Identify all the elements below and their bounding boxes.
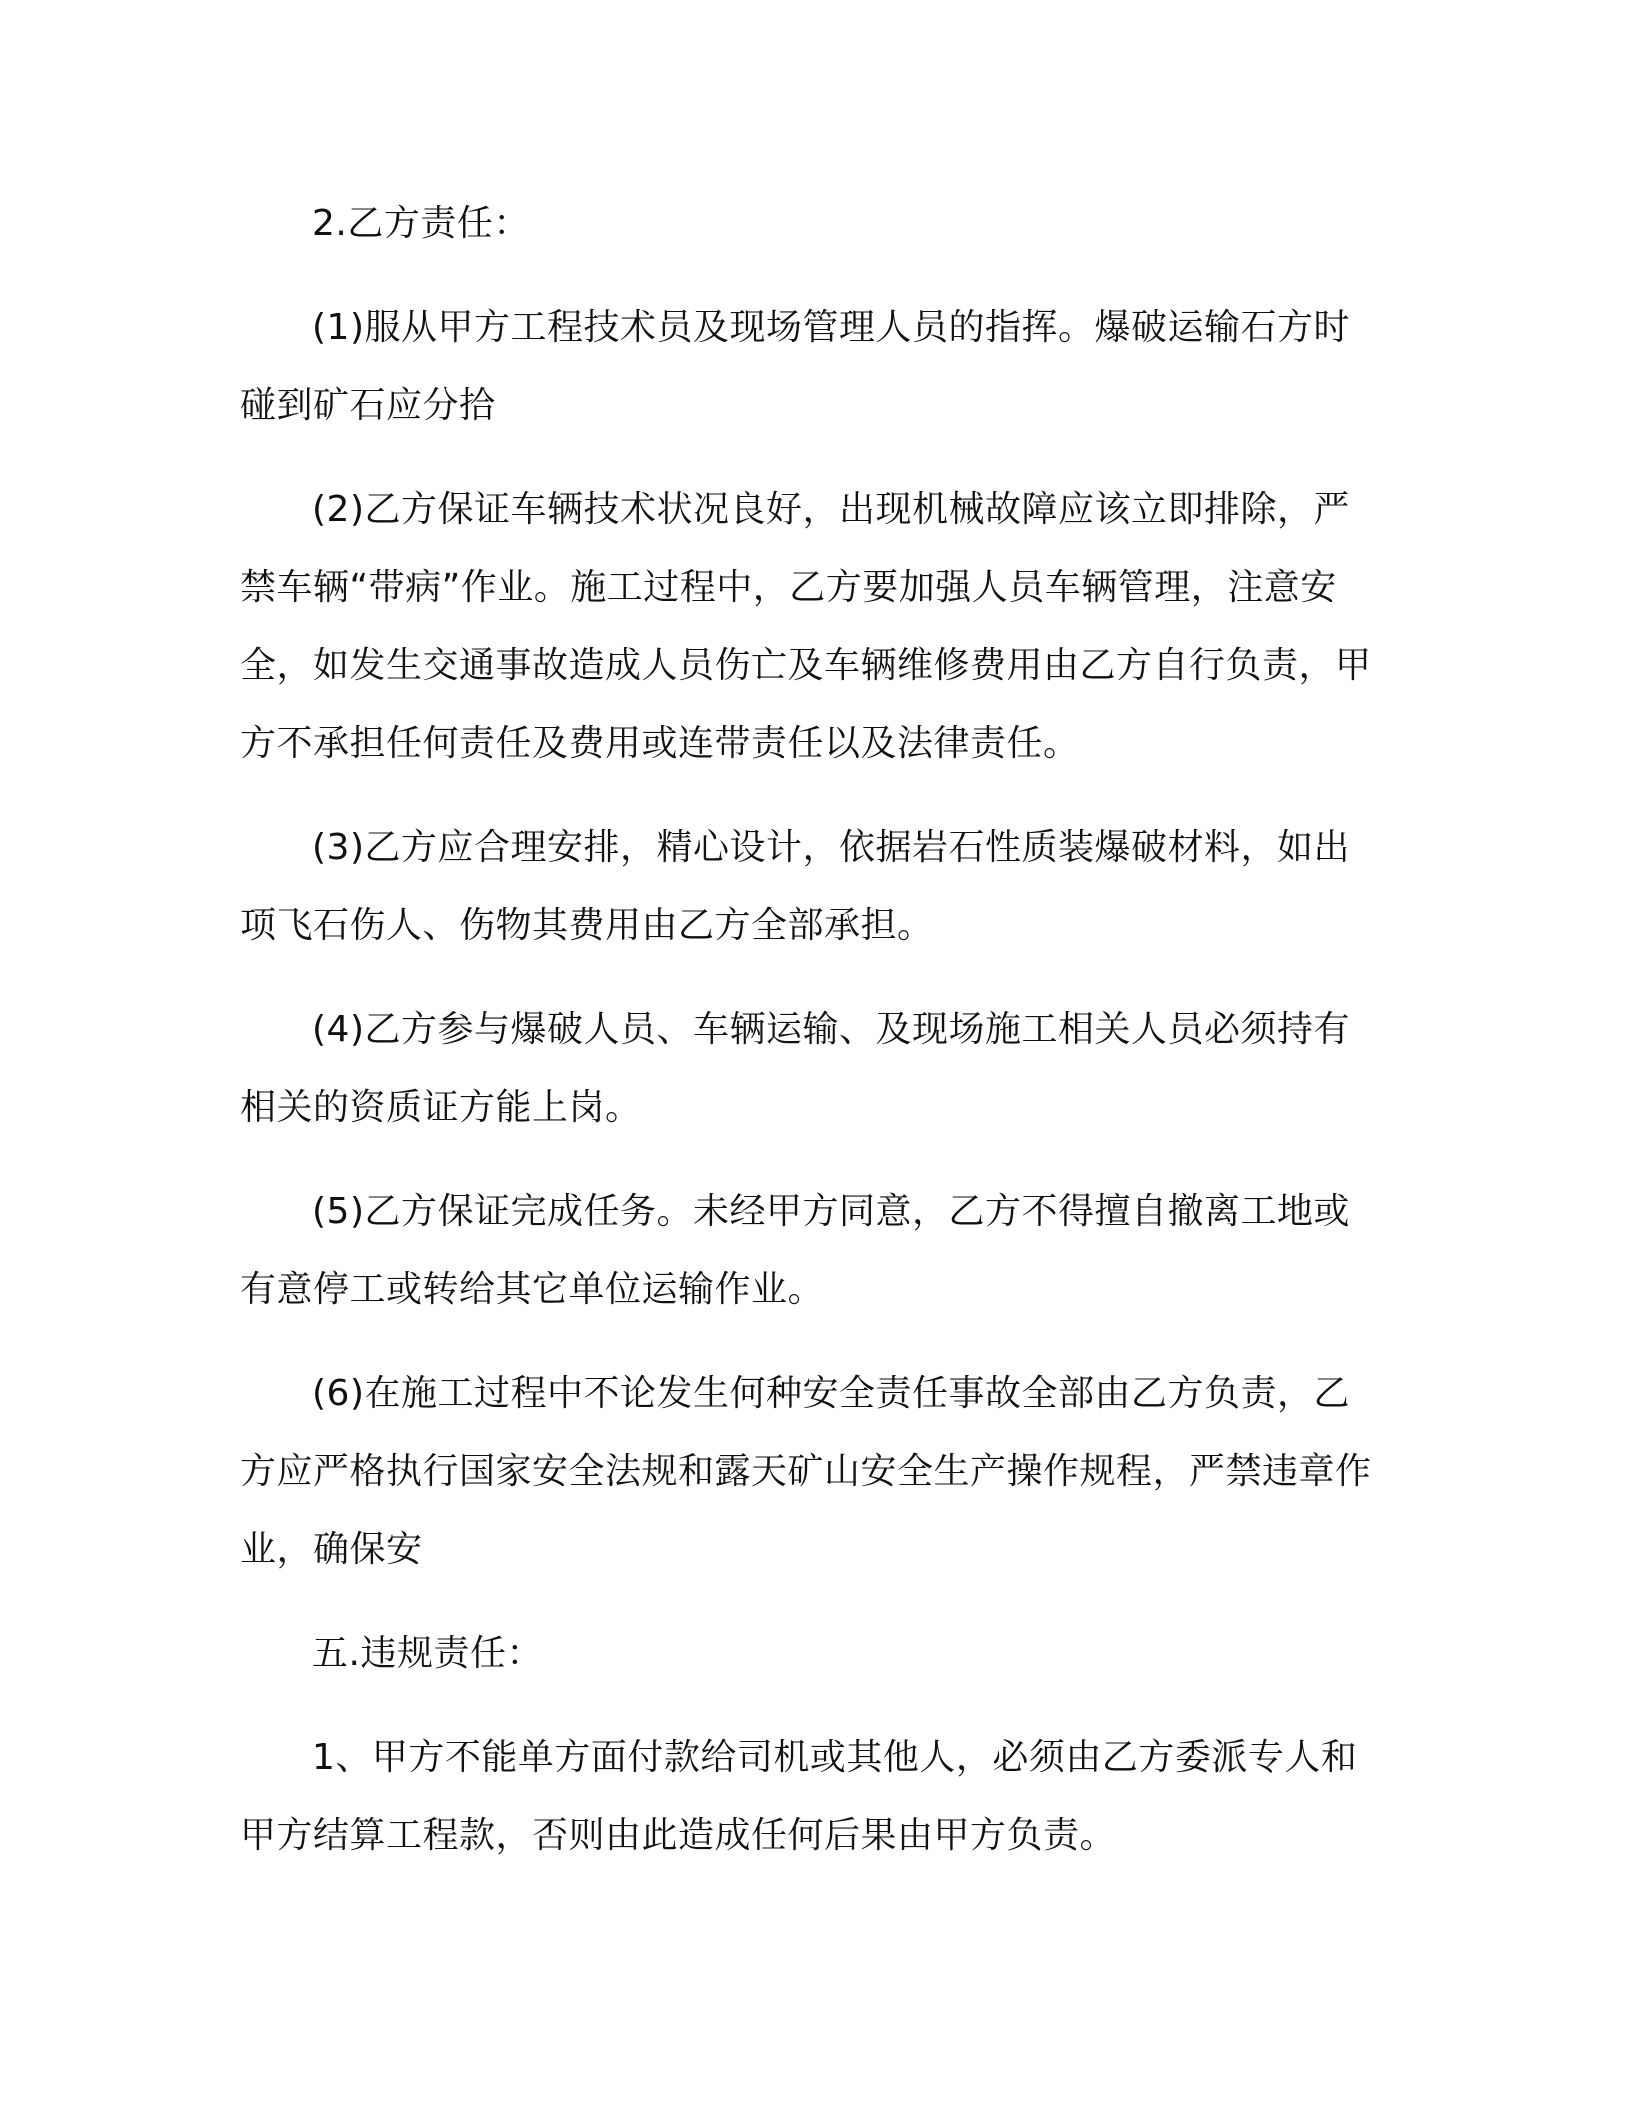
clause-5-complete-task: (5)乙方保证完成任务。未经甲方同意，乙方不得擅自撤离工地或有意停工或转给其它单位运输作业。 bbox=[240, 1191, 1350, 1310]
section-heading-party-b-responsibility: 2.乙方责任： bbox=[312, 203, 530, 244]
clause-6-safety-responsibility: (6)在施工过程中不论发生何种安全责任事故全部由乙方负责，乙方应严格执行国家安全法规和露天矿山安全生产操作规程，严禁违章作业，确保安 bbox=[240, 1373, 1372, 1570]
clause-1-obey-command: (1)服从甲方工程技术员及现场管理人员的指挥。爆破运输石方时碰到矿石应分拾 bbox=[240, 307, 1350, 426]
document-body bbox=[240, 185, 1380, 1901]
violation-clause-1-payment: 1、甲方不能单方面付款给司机或其他人，必须由乙方委派专人和甲方结算工程款，否则由此造成任何后果由甲方负责。 bbox=[240, 1737, 1358, 1856]
section-heading-violation-responsibility: 五.违规责任： bbox=[312, 1633, 543, 1674]
clause-4-qualification: (4)乙方参与爆破人员、车辆运输、及现场施工相关人员必须持有相关的资质证方能上岗。 bbox=[240, 1009, 1350, 1128]
clause-2-vehicle-condition: (2)乙方保证车辆技术状况良好，出现机械故障应该立即排除，严禁车辆“带病”作业。施工过程中，乙方要加强人员车辆管理，注意安全，如发生交通事故造成人员伤亡及车辆维修费用由乙方自行负责，甲方不承担任何责任及费用或连带责任以及法律责任。 bbox=[240, 489, 1372, 764]
clause-3-blasting-arrangement: (3)乙方应合理安排，精心设计，依据岩石性质装爆破材料，如出项飞石伤人、伤物其费用由乙方全部承担。 bbox=[240, 827, 1350, 946]
